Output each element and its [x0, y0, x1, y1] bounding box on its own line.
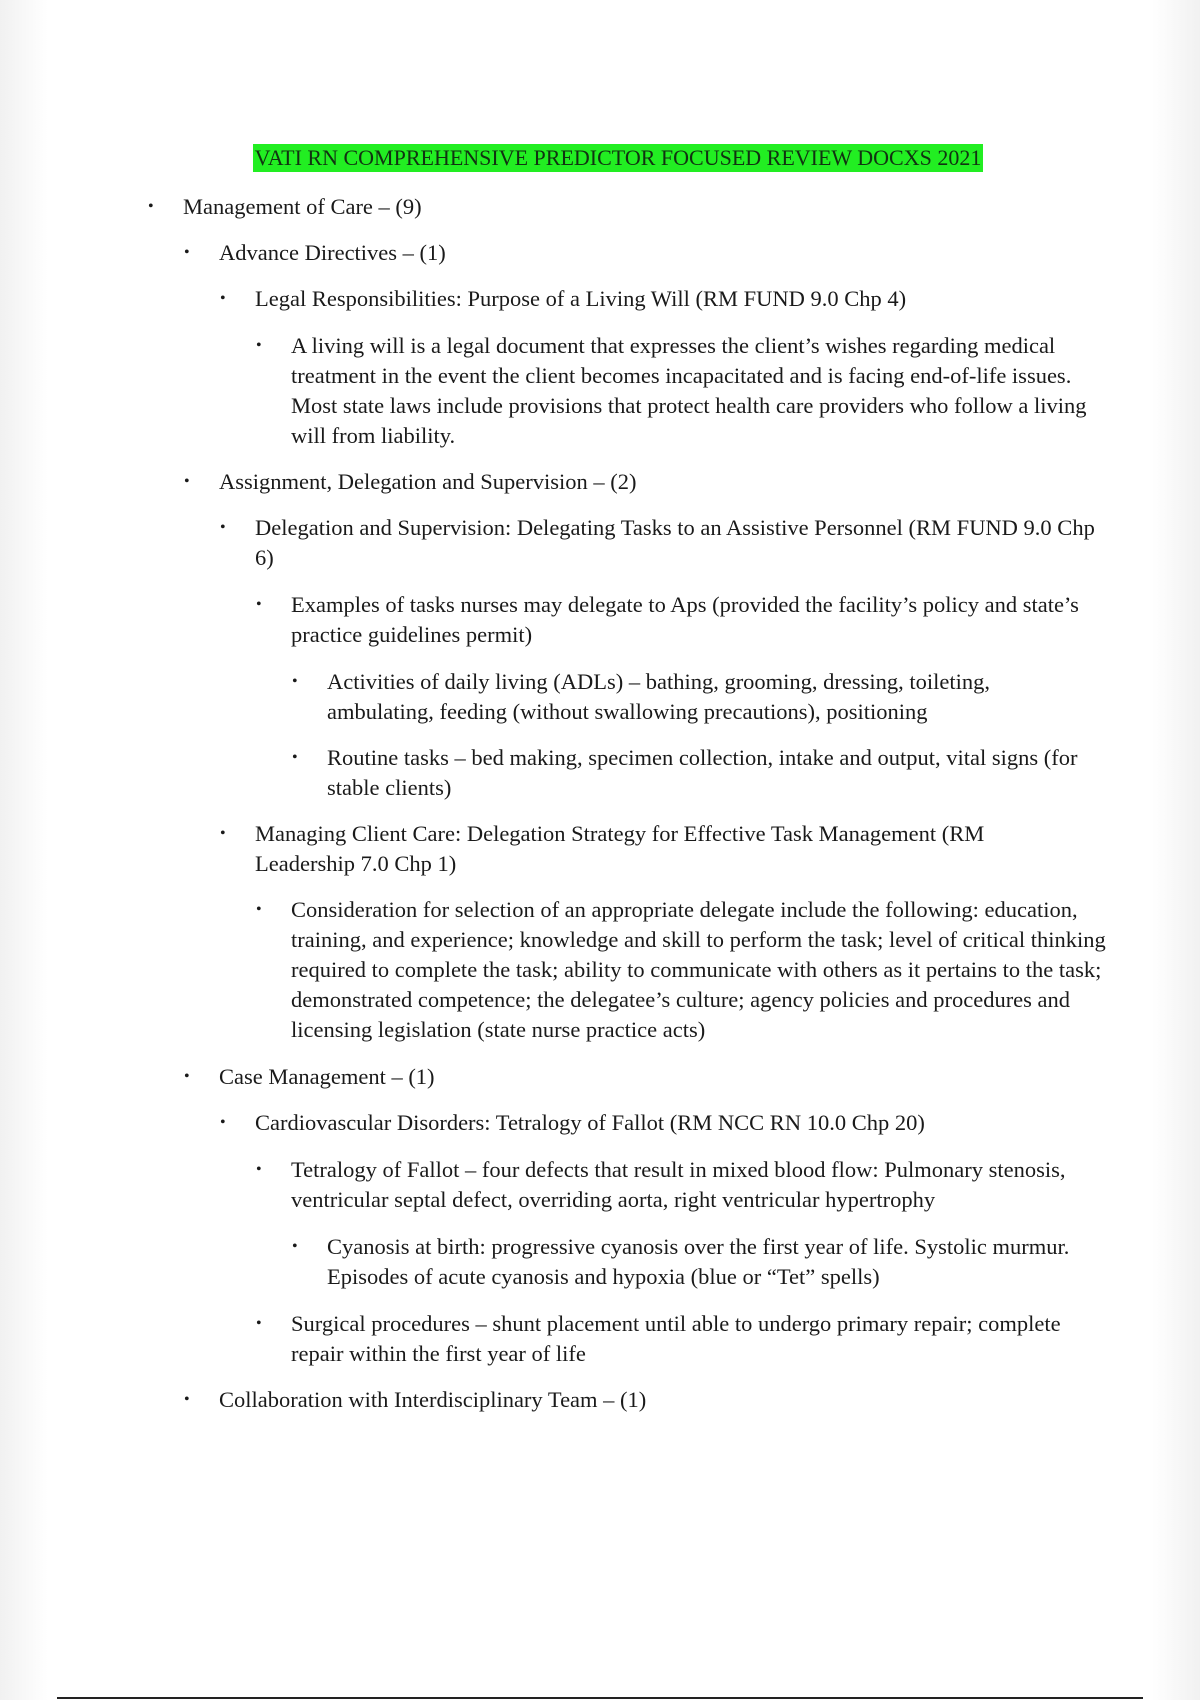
list-item-text: Cardiovascular Disorders: Tetralogy of Fallot (RM NCC RN 10.0 Chp 20)	[255, 1110, 925, 1135]
title-bar	[0, 144, 1200, 172]
list-item-advance-directives	[184, 238, 1114, 268]
bullet: •	[184, 1391, 190, 1408]
bullet: •	[184, 244, 190, 261]
bullet: •	[292, 1238, 298, 1255]
bullet: •	[292, 749, 298, 766]
bullet: •	[184, 1068, 190, 1085]
list-item-management-of-care	[148, 192, 1113, 222]
list-item-living-will-heading	[220, 284, 1115, 314]
list-item-text: Activities of daily living (ADLs) – bathing, grooming, dressing, toileting, ambulating, feeding (without swallowing precautions), positioning	[327, 669, 991, 724]
list-item-text: Assignment, Delegation and Supervision – (2)	[219, 469, 637, 494]
list-item-text: Delegation and Supervision: Delegating Tasks to an Assistive Personnel (RM FUND 9.0 Chp 6)	[255, 515, 1095, 570]
bullet: •	[256, 1161, 262, 1178]
list-item-text: Cyanosis at birth: progressive cyanosis over the first year of life. Systolic murmur. Episodes of acute cyanosis and hypoxia (blue or “Tet” spells)	[327, 1234, 1070, 1289]
bullet: •	[256, 901, 262, 918]
bullet: •	[220, 290, 226, 307]
list-item-text: Case Management – (1)	[219, 1064, 435, 1089]
list-item-text: Managing Client Care: Delegation Strategy for Effective Task Management (RM Leadership 7.0 Chp 1)	[255, 821, 985, 876]
list-item-delegation-examples	[256, 590, 1106, 650]
list-item-text: Routine tasks – bed making, specimen collection, intake and output, vital signs (for stable clients)	[327, 745, 1078, 800]
list-item-delegation-strategy-heading	[220, 819, 1075, 879]
bullet: •	[220, 1114, 226, 1131]
list-item-living-will-definition	[256, 331, 1106, 451]
list-item-tetralogy-heading	[220, 1108, 1115, 1138]
list-item-text: Examples of tasks nurses may delegate to Aps (provided the facility’s policy and state’s practice guidelines permit)	[291, 592, 1079, 647]
list-item-text: Legal Responsibilities: Purpose of a Living Will (RM FUND 9.0 Chp 4)	[255, 286, 907, 311]
list-item-text: Collaboration with Interdisciplinary Team – (1)	[219, 1387, 647, 1412]
bullet: •	[256, 1315, 262, 1332]
list-item-text: Surgical procedures – shunt placement until able to undergo primary repair; complete repair within the first year of life	[291, 1311, 1061, 1366]
bullet: •	[220, 825, 226, 842]
list-item-delegate-selection	[256, 895, 1106, 1045]
list-item-collaboration	[184, 1385, 1114, 1415]
list-item-delegating-tasks-heading	[220, 513, 1095, 573]
bullet: •	[220, 519, 226, 536]
list-item-text: Tetralogy of Fallot – four defects that result in mixed blood flow: Pulmonary stenosis, ventricular septal defect, overriding aorta, right ventricular hypertrophy	[291, 1157, 1066, 1212]
bullet: •	[292, 673, 298, 690]
bullet: •	[184, 473, 190, 490]
list-item-routine-tasks	[292, 743, 1082, 803]
list-item-adls	[292, 667, 1082, 727]
list-item-text: Advance Directives – (1)	[219, 240, 446, 265]
list-item-cyanosis	[292, 1232, 1082, 1292]
list-item-text: A living will is a legal document that expresses the client’s wishes regarding medical treatment in the event the client becomes incapacitated and is facing end-of-life issues. Most state laws include provisions that protect health care providers who follow a living will from liability.	[291, 333, 1087, 448]
bullet: •	[256, 596, 262, 613]
bullet: •	[148, 198, 154, 215]
footer-divider	[57, 1697, 1143, 1699]
list-item-tetralogy-defects	[256, 1155, 1106, 1215]
list-item-case-management	[184, 1062, 1114, 1092]
list-item-surgical-procedures	[256, 1309, 1081, 1369]
list-item-text: Consideration for selection of an appropriate delegate include the following: education, training, and experience; knowledge and skill to perform the task; level of critical thinking required to complete the task; ability to communicate with others as it pertains to the task; demonstrated competence; the delegatee’s culture; agency policies and procedures and licensing legislation (state nurse practice acts)	[291, 897, 1106, 1042]
list-item-assignment-delegation	[184, 467, 1114, 497]
list-item-text: Management of Care – (9)	[183, 194, 422, 219]
bullet: •	[256, 337, 262, 354]
document-title: VATI RN COMPREHENSIVE PREDICTOR FOCUSED REVIEW DOCXS 2021	[254, 145, 982, 170]
